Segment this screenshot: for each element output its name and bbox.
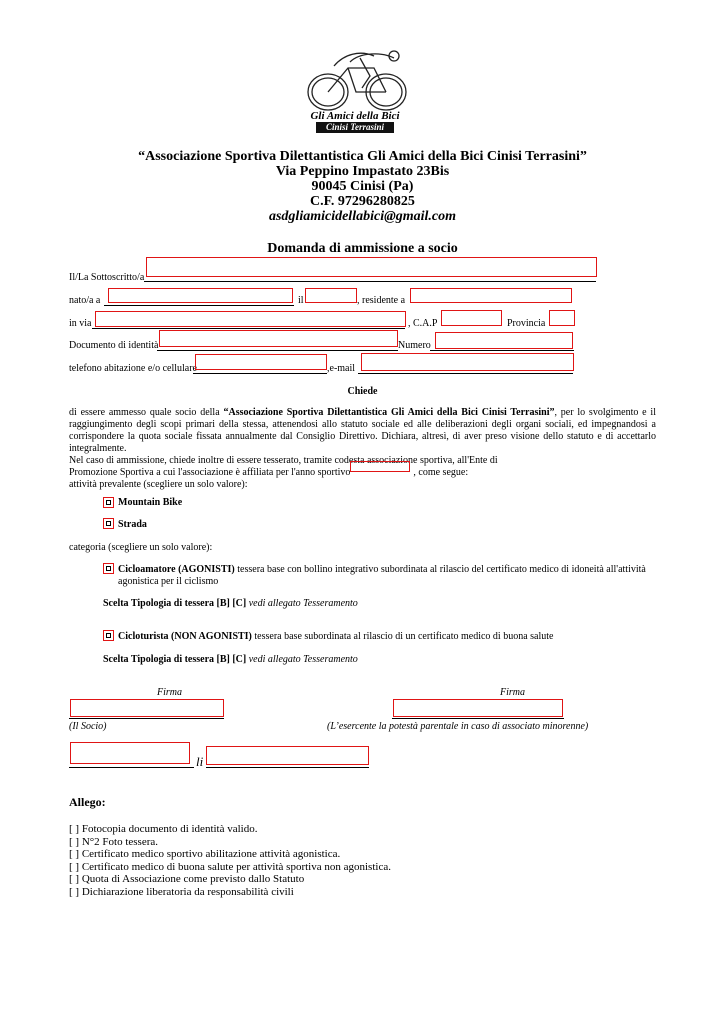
residente-field[interactable] xyxy=(410,288,572,303)
documento-field[interactable] xyxy=(159,330,398,347)
firma-socio-field[interactable] xyxy=(70,699,224,717)
agonisti-checkbox[interactable] xyxy=(103,563,114,574)
logo-text-line2: Cinisi Terrasini xyxy=(316,122,394,133)
li-label: li xyxy=(196,754,204,769)
allego-list xyxy=(69,823,391,899)
firma-left-label: Firma xyxy=(157,687,182,698)
data-firma-field[interactable] xyxy=(206,746,369,765)
via-field[interactable] xyxy=(95,311,406,327)
allego-item: [ ] Certificato medico sportivo abilitazione attività agonistica. xyxy=(69,848,341,861)
chiede-heading: Chiede xyxy=(347,386,378,397)
categoria-label: categoria (scegliere un solo valore): xyxy=(69,542,213,553)
allego-item: [ ] Dichiarazione liberatoria da responsabilità civili xyxy=(69,885,294,898)
telefono-field[interactable] xyxy=(195,354,327,370)
nato-label: nato/a a xyxy=(69,295,101,306)
numero-label: Numero xyxy=(398,340,431,351)
via-label: in via xyxy=(69,318,92,329)
sottoscritto-field[interactable] xyxy=(146,257,597,277)
luogo-field[interactable] xyxy=(70,742,190,764)
cap-label: , C.A.P xyxy=(408,318,438,329)
data-nascita-field[interactable] xyxy=(305,288,357,303)
association-name: “Associazione Sportiva Dilettantistica Gli Amici della Bici Cinisi Terrasini” xyxy=(138,149,587,164)
agonisti-scelta: Scelta Tipologia di tessera [B] [C] vedi allegato Tesseramento xyxy=(103,598,358,609)
association-cf: C.F. 97296280825 xyxy=(310,194,415,209)
nato-a-field[interactable] xyxy=(108,288,293,303)
strada-label: Strada xyxy=(118,519,147,530)
numero-field[interactable] xyxy=(435,332,573,349)
sottoscritto-label: Il/La Sottoscritto/a xyxy=(69,272,145,283)
strada-checkbox[interactable] xyxy=(103,518,114,529)
firma-right-label: Firma xyxy=(500,687,525,698)
firma-socio-caption: (Il Socio) xyxy=(69,721,107,732)
allego-title: Allego: xyxy=(69,795,106,809)
logo xyxy=(290,48,420,134)
association-email: asdgliamicidellabici@gmail.com xyxy=(268,209,457,224)
non-agonisti-scelta: Scelta Tipologia di tessera [B] [C] vedi allegato Tesseramento xyxy=(103,654,358,665)
email-label: ,e-mail xyxy=(327,363,356,374)
il-label: il xyxy=(298,295,304,306)
cyclist-logo-icon xyxy=(290,48,420,116)
telefono-label: telefono abitazione e/o cellulare xyxy=(69,363,197,374)
non-agonisti-checkbox[interactable] xyxy=(103,630,114,641)
allego-item: [ ] Quota di Associazione come previsto dallo Statuto xyxy=(69,873,305,886)
firma-genitore-field[interactable] xyxy=(393,699,563,717)
body-paragraph: di essere ammesso quale socio della “Associazione Sportiva Dilettantistica Gli Amici della Bici Cinisi Terrasini”, per lo svolgimento e il raggiungimento degli scopi primari della stessa, attenendosi allo statuto sociale ed alle deliberazioni degli organi sociali, ed impegnandosi a corrispondere la quota sociale fissata annualmente dal Consiglio Direttivo. Dichiara, altresì, di aver preso visione dello statuto e di accettarlo integralmente. Nel caso di ammissione, chiede inoltre di essere tesserato, tramite codesta associazione sportiva, all'Ente di Promozione Sportiva a cui l'associazione è affiliata per l'anno sportivo , come segue: attività prevalente (scegliere un solo valore): xyxy=(69,407,656,490)
mountain-bike-checkbox[interactable] xyxy=(103,497,114,508)
residente-label: , residente a xyxy=(357,295,406,306)
allego-item: [ ] Fotocopia documento di identità valido. xyxy=(69,823,258,835)
provincia-label: Provincia xyxy=(507,318,546,329)
provincia-field[interactable] xyxy=(549,310,575,326)
firma-genitore-caption: (L’esercente la potestà parentale in caso di associato minorenne) xyxy=(327,721,589,732)
logo-text-line1: Gli Amici della Bici xyxy=(310,110,400,122)
non-agonisti-text: Cicloturista (NON AGONISTI) tessera base subordinata al rilascio di un certificato medico di buona salute xyxy=(118,631,554,642)
agonisti-text: Cicloamatore (AGONISTI) tessera base con bollino integrativo subordinata al rilascio del certificato medico di idoneità all'attività agonistica per il ciclismo xyxy=(118,564,646,587)
anno-sportivo-field[interactable] xyxy=(350,461,410,472)
email-field[interactable] xyxy=(361,353,574,371)
association-city: 90045 Cinisi (Pa) xyxy=(311,179,414,194)
association-address: Via Peppino Impastato 23Bis xyxy=(275,164,450,179)
form-title: Domanda di ammissione a socio xyxy=(267,241,458,256)
allego-item: [ ] Certificato medico di buona salute per attività sportiva non agonistica. xyxy=(69,860,391,873)
documento-label: Documento di identità xyxy=(69,340,159,351)
cap-field[interactable] xyxy=(441,310,502,326)
mountain-bike-label: Mountain Bike xyxy=(118,497,183,508)
allego-item: [ ] N°2 Foto tessera. xyxy=(69,835,159,848)
